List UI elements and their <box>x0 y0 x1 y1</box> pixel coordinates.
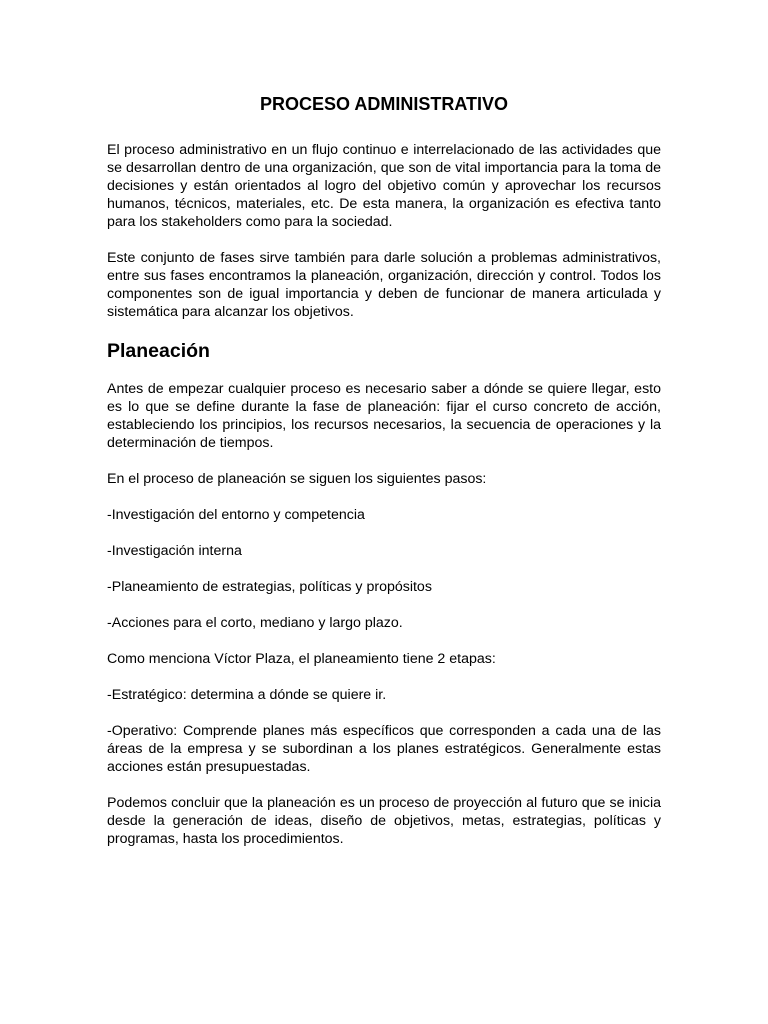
body-paragraph: En el proceso de planeación se siguen los siguientes pasos: <box>107 471 487 487</box>
list-item: -Operativo: Comprende planes más específicos que corresponden a cada una de las áreas de la empresa y se subordinan a los planes estratégicos. Generalmente estas acciones están presupuestadas. <box>107 723 661 775</box>
list-item: -Estratégico: determina a dónde se quiere ir. <box>107 687 387 703</box>
section-heading: Planeación <box>107 340 210 362</box>
document-title: PROCESO ADMINISTRATIVO <box>259 94 508 114</box>
intro-paragraph: El proceso administrativo en un flujo continuo e interrelacionado de las actividades que se desarrollan dentro de una organización, que son de vital importancia para la toma de decisiones y están orientados al logro del objetivo común y aprovechar los recursos humanos, técnicos, materiales, etc. De esta manera, la organización es efectiva tanto para los stakeholders como para la sociedad. <box>107 142 661 230</box>
list-item: -Investigación interna <box>107 543 242 559</box>
list-item: -Planeamiento de estrategias, políticas y propósitos <box>107 579 432 595</box>
body-paragraph: Antes de empezar cualquier proceso es necesario saber a dónde se quiere llegar, esto es lo que se define durante la fase de planeación: fijar el curso concreto de acción, estableciendo los principios, los recursos necesarios, la secuencia de operaciones y la determinación de tiempos. <box>107 381 661 451</box>
body-paragraph: Podemos concluir que la planeación es un proceso de proyección al futuro que se inicia desde la generación de ideas, diseño de objetivos, metas, estrategias, políticas y programas, hasta los procedimientos. <box>107 795 661 847</box>
body-paragraph: Como menciona Víctor Plaza, el planeamiento tiene 2 etapas: <box>107 651 496 667</box>
list-item: -Investigación del entorno y competencia <box>107 507 365 523</box>
list-item: -Acciones para el corto, mediano y largo plazo. <box>107 615 403 631</box>
intro-paragraph: Este conjunto de fases sirve también para darle solución a problemas administrativos, entre sus fases encontramos la planeación, organización, dirección y control. Todos los componentes son de igual importancia y deben de funcionar de manera articulada y sistemática para alcanzar los objetivos. <box>107 250 661 320</box>
